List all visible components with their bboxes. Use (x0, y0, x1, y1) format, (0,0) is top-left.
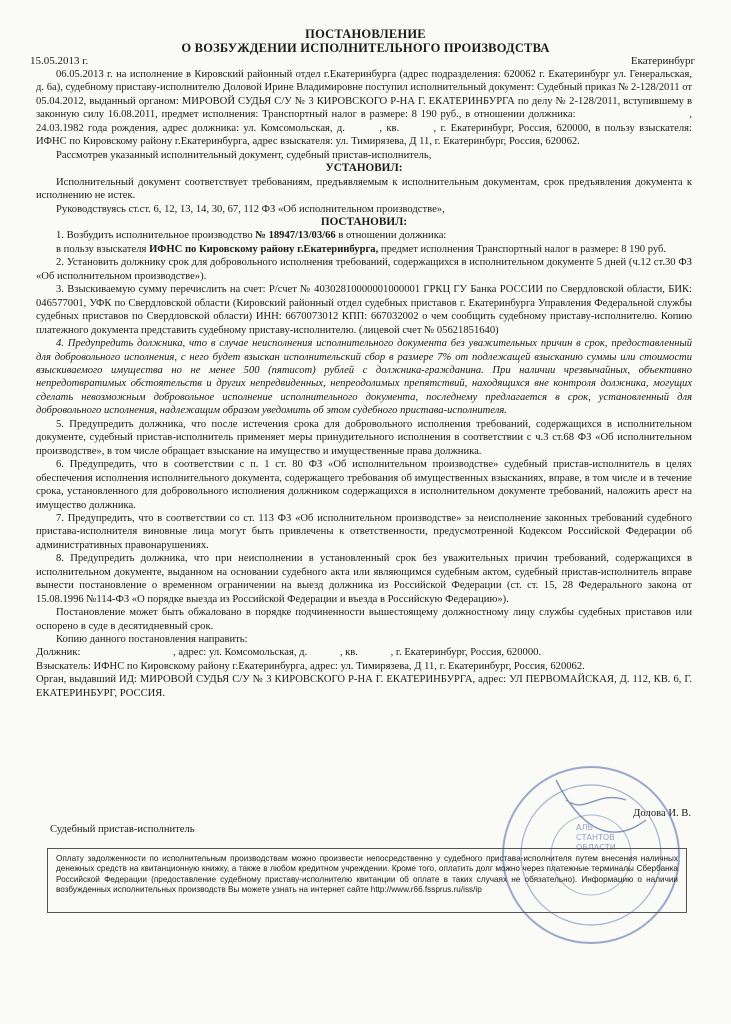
ustanovil-paragraph-2: Руководствуясь ст.ст. 6, 12, 13, 14, 30, 67, 112 ФЗ «Об исполнительном производстве», (56, 203, 445, 215)
copies-creditor: Взыскатель: ИФНС по Кировскому району г.Екатеринбурга, адрес: ул. Тимирязева, Д 11, г. Екатеринбург, Россия, 620062. (36, 660, 585, 672)
signature-position: Судебный пристав-исполнитель (50, 824, 195, 835)
postanovil-item-7: 7. Предупредить, что в соответствии со ст. 113 ФЗ «Об исполнительном производстве» за неисполнение законных требований судебного пристава-исполнителя виновные лица могут быть привлечены к ответственности, предусмотренной Кодексом Российской Федерации об административных правонарушениях. (36, 512, 692, 551)
postanovil-item-5: 5. Предупредить должника, что после истечения срока для добровольного исполнения требований, содержащихся в исполнительном документе, судебный пристав-исполнитель применяет меры принудительного исполнения в соответствии с ч.3 ст.68 ФЗ «Об исполнительном производстве», в том числе обращает взыскание на имущество и имущественные права должника. (36, 418, 692, 457)
postanovil-item-2: 2. Установить должнику срок для добровольного исполнения требований, содержащихся в исполнительном документе 5 дней (ч.12 ст.30 ФЗ «Об исполнительном производстве»). (36, 257, 692, 282)
svg-text:АЛЬ: АЛЬ (576, 823, 593, 832)
creditor-name: ИФНС по Кировскому району г.Екатеринбурга, (149, 243, 379, 255)
postanovil-item-3: 3. Взыскиваемую сумму перечислить на счет: Р/счет № 40302810000001000001 ГРКЦ ГУ Банка РОССИИ по Свердловской области, БИК: 046577001, УФК по Свердловской области (Кировский районный отдел судебных приставов г. Екатеринбурга Управления Федеральной службы судебных приставов по Свердловской области) ИНН: 6670073012 КПП: 667032002 о чем сообщить судебному приставу-исполнителю. Копию платежного документа представить судебному приставу-исполнителю. (лицевой счет № 05621851640) (36, 284, 692, 336)
document-city: Екатеринбург (630, 55, 695, 67)
ustanovil-heading: УСТАНОВИЛ: (325, 162, 403, 175)
postanovil-item-1: 1. Возбудить исполнительное производство № 18947/13/03/66 в отношении должника: (56, 230, 447, 242)
postanovil-item-6: 6. Предупредить, что в соответствии с п. 1 ст. 80 ФЗ «Об исполнительном производстве» судебный пристав-исполнитель в целях обеспечения исполнения исполнительного документа, содержащего требования об имущественных взысканиях, вправе, в том числе и в течение срока, установленного для добровольного исполнения должником содержащихся в исполнительном документе требований, наложить арест на имущество должника. (36, 459, 692, 511)
postanovil-item-8: 8. Предупредить должника, что при неисполнении в установленный срок без уважительных причин требований, содержащихся в исполнительном документе, выданном на основании судебного акта или являющимся судебным актом, судебный пристав-исполнитель вправе вынести постановление о временном ограничении на выезд должника из Российской Федерации (ст. ст. 15, 28 Федерального закона от 15.08.1996 №114-ФЗ «О порядке выезда из Российской Федерации и въезда в Российскую Федерацию»). (36, 553, 692, 605)
copies-debtor: Должник: , адрес: ул. Комсомольская, д. , кв. , г. Екатеринбург, Россия, 620000. (36, 647, 542, 659)
case-number: № 18947/13/03/66 (255, 230, 336, 242)
document-date: 15.05.2013 г. (30, 55, 89, 67)
postanovil-item-4: 4. Предупредить должника, что в случае неисполнения исполнительного документа без уважительных причин в срок, предоставленный для добровольного исполнения, с него будет взыскан исполнительский сбор в размере 7% от подлежащей взысканию суммы или стоимости взыскиваемого имущества но не менее 500 (пятисот) рублей с должника-гражданина. При наличии чрезвычайных, объективно непредотвратимых обстоятельств и других непредвиденных, непреодолимых препятствий, находящихся вне контроля должника, могущих сделать невозможным добровольное исполнение исполнительного документа, последнему предлагается в срок, установленный для добровольного исполнения, надлежащим образом уведомить об этом судебного пристава-исполнителя. (36, 338, 692, 417)
document-subtitle: О ВОЗБУЖДЕНИИ ИСПОЛНИТЕЛЬНОГО ПРОИЗВОДСТВА (181, 41, 550, 55)
postanovil-heading: ПОСТАНОВИЛ: (320, 215, 408, 228)
svg-text:ОБЛАСТИ: ОБЛАСТИ (576, 843, 616, 852)
payment-notice: Оплату задолженности по исполнительным производствам можно произвести непосредственно у судебного пристава-исполнителя путем внесения наличных денежных средств на квитанционную книжку, а также в любом кредитном учреждении. Кроме того, оплатить долг можно через платежные терминалы Сбербанка Российской Федерации (предоставление судебному приставу-исполнителю квитанции об оплате в таких случаях не обязательно). Информацию о наличии возбужденных исполнительных производств Вы можете узнать на интернет сайте http://www.r66.fssprus.ru/iss/ip (47, 848, 687, 913)
copies-issuer: Орган, выдавший ИД: МИРОВОЙ СУДЬЯ С/У № 3 КИРОВСКОГО Р-НА Г. ЕКАТЕРИНБУРГА, адрес: УЛ ПЕРВОМАЙСКАЯ, Д. 112, КВ. 6, Г. ЕКАТЕРИНБУРГ, РОССИЯ. (36, 674, 692, 699)
signature-name: Долова И. В. (633, 808, 691, 819)
document-title: ПОСТАНОВЛЕНИЕ (305, 27, 426, 41)
postanovil-item-1-creditor: в пользу взыскателя ИФНС по Кировскому району г.Екатеринбурга, предмет исполнения Транспортный налог в размере: 8 190 руб. (56, 243, 667, 255)
intro-paragraph: 06.05.2013 г. на исполнение в Кировский районный отдел г.Екатеринбурга (адрес подразделения: 620062 г. Екатеринбург ул. Генеральская, д. 6а), судебному приставу-исполнителю Доловой Ирине Владимировне поступил исполнительный документ: Судебный приказ № 2-128/2011 от 05.04.2012, выданный органом: МИРОВОЙ СУДЬЯ С/У № 3 КИРОВСКОГО Р-НА Г. ЕКАТЕРИНБУРГА по делу № 2-128/2011, вступившему в законную силу 16.08.2011, предмет исполнения: Транспортный налог в размере: 8 190 руб., в отношении должника: , 24.03.1982 года рождения, адрес должника: ул. Комсомольская, д. , кв. , г. Екатеринбург, Россия, 620000, в пользу взыскателя: ИФНС по Кировскому району г.Екатеринбурга, адрес взыскателя: ул. Тимирязева, Д 11, г. Екатеринбург, Россия, 620062. (36, 69, 693, 148)
intro-considering: Рассмотрев указанный исполнительный документ, судебный пристав-исполнитель, (56, 149, 432, 161)
appeal-paragraph: Постановление может быть обжаловано в порядке подчиненности вышестоящему должностному лицу службы судебных приставов или оспорено в суде в десятидневный срок. (36, 607, 692, 632)
document-body (36, 68, 692, 700)
copies-heading: Копию данного постановления направить: (56, 634, 248, 646)
svg-text:СТАНТОВ: СТАНТОВ (576, 833, 615, 842)
ustanovil-paragraph-1: Исполнительный документ соответствует требованиям, предъявляемым к исполнительным документам, срок предъявления документа к исполнению не истек. (36, 176, 692, 202)
